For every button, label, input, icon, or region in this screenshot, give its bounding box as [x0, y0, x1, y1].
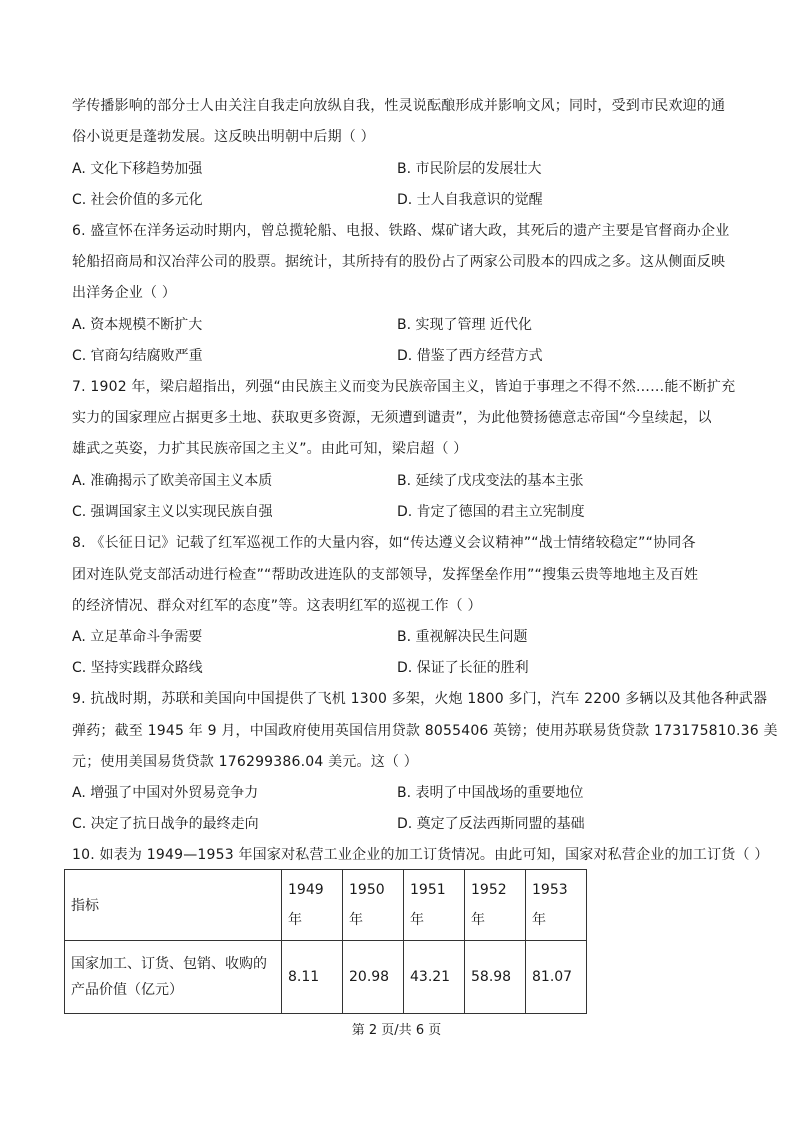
data-table	[64, 869, 587, 1014]
year-unit: 年	[349, 912, 363, 928]
question-8-option-d[interactable]: D. 保证了长征的胜利	[397, 660, 529, 676]
question-5-text-line-2: 俗小说更是蓬勃发展。这反映出明朝中后期（ ）	[72, 129, 375, 145]
question-7-text-line-3: 雄武之英姿，力扩其民族帝国之主义”。由此可知，梁启超（ ）	[72, 441, 468, 457]
year-number: 1950	[349, 882, 385, 898]
table-header-label: 指标	[65, 870, 282, 941]
table-cell-1952: 58.98	[465, 941, 526, 1014]
question-8-option-a[interactable]: A. 立足革命斗争需要	[72, 629, 203, 645]
question-7-option-b[interactable]: B. 延续了戊戌变法的基本主张	[397, 473, 584, 489]
table-row	[65, 941, 587, 1014]
year-unit: 年	[410, 912, 424, 928]
question-7-text-line-2: 实力的国家理应占据更多土地、获取更多资源，无须遭到谴责”，为此他赞扬德意志帝国“今皇续起，以	[72, 410, 712, 426]
question-9-option-b[interactable]: B. 表明了中国战场的重要地位	[397, 785, 584, 801]
question-6-text-line-3: 出洋务企业（ ）	[72, 285, 177, 301]
question-7-option-c[interactable]: C. 强调国家主义以实现民族自强	[72, 504, 273, 520]
question-5-option-c[interactable]: C. 社会价值的多元化	[72, 192, 203, 208]
question-5-text-line-1: 学传播影响的部分士人由关注自我走向放纵自我，性灵说酝酿形成并影响文风；同时，受到市民欢迎的通	[72, 98, 726, 114]
question-6-option-c[interactable]: C. 官商勾结腐败严重	[72, 348, 203, 364]
table-year-1949	[282, 870, 343, 941]
table-year-1951	[404, 870, 465, 941]
question-6-option-a[interactable]: A. 资本规模不断扩大	[72, 317, 203, 333]
table-cell-1953: 81.07	[526, 941, 587, 1014]
question-8-text-line-1: 8. 《长征日记》记载了红军巡视工作的大量内容，如“传达遵义会议精神”“战士情绪较稳定”“协同各	[72, 535, 696, 551]
question-9-text-line-2: 弹药；截至 1945 年 9 月，中国政府使用英国信用贷款 8055406 英镑；使用苏联易货贷款 173175810.36 美	[72, 723, 778, 739]
year-unit: 年	[288, 912, 302, 928]
question-6-text-line-2: 轮船招商局和汉冶萍公司的股票。据统计，其所持有的股份占了两家公司股本的四成之多。这从侧面反映	[72, 254, 726, 270]
question-7-text-line-1: 7. 1902 年，梁启超指出，列强“由民族主义而变为民族帝国主义，皆迫于事理之不得不然……能不断扩充	[72, 379, 736, 395]
row-label-line-1: 国家加工、订货、包销、收购的	[71, 956, 267, 972]
table-header-row	[65, 870, 587, 941]
question-8-text-line-3: 的经济情况、群众对红军的态度”等。这表明红军的巡视工作（ ）	[72, 598, 482, 614]
question-5-option-d[interactable]: D. 士人自我意识的觉醒	[397, 192, 543, 208]
row-label-line-2: 产品价值（亿元）	[71, 982, 183, 998]
year-unit: 年	[532, 912, 546, 928]
table-year-1952	[465, 870, 526, 941]
table-cell-1949: 8.11	[282, 941, 343, 1014]
question-8-option-b[interactable]: B. 重视解决民生问题	[397, 629, 528, 645]
year-number: 1951	[410, 882, 446, 898]
year-number: 1952	[471, 882, 507, 898]
page-footer: 第 2 页/共 6 页	[351, 1023, 442, 1038]
question-6-text-line-1: 6. 盛宣怀在洋务运动时期内，曾总揽轮船、电报、铁路、煤矿诸大政，其死后的遗产主要是官督商办企业	[72, 223, 730, 239]
question-7-option-a[interactable]: A. 准确揭示了欧美帝国主义本质	[72, 473, 273, 489]
question-7-option-d[interactable]: D. 肯定了德国的君主立宪制度	[397, 504, 585, 520]
table-cell-1950: 20.98	[343, 941, 404, 1014]
question-6-option-d[interactable]: D. 借鉴了西方经营方式	[397, 348, 543, 364]
question-9-option-a[interactable]: A. 增强了中国对外贸易竞争力	[72, 785, 259, 801]
table-cell-1951: 43.21	[404, 941, 465, 1014]
question-9-text-line-3: 元；使用美国易货贷款 176299386.04 美元。这（ ）	[72, 754, 418, 770]
year-unit: 年	[471, 912, 485, 928]
question-6-option-b[interactable]: B. 实现了管理 近代化	[397, 317, 532, 333]
question-10-text-line-1: 10. 如表为 1949—1953 年国家对私营工业企业的加工订货情况。由此可知，国家对私营企业的加工订货（ ）	[72, 847, 769, 863]
question-5-option-a[interactable]: A. 文化下移趋势加强	[72, 161, 203, 177]
table-year-1953	[526, 870, 587, 941]
question-9-text-line-1: 9. 抗战时期，苏联和美国向中国提供了飞机 1300 多架，火炮 1800 多门，汽车 2200 多辆以及其他各种武器	[72, 691, 768, 707]
question-9-option-d[interactable]: D. 奠定了反法西斯同盟的基础	[397, 816, 585, 832]
question-8-option-c[interactable]: C. 坚持实践群众路线	[72, 660, 203, 676]
question-5-option-b[interactable]: B. 市民阶层的发展壮大	[397, 161, 542, 177]
question-9-option-c[interactable]: C. 决定了抗日战争的最终走向	[72, 816, 259, 832]
year-number: 1953	[532, 882, 568, 898]
table-year-1950	[343, 870, 404, 941]
question-8-text-line-2: 团对连队党支部活动进行检查”“帮助改进连队的支部领导，发挥堡垒作用”“搜集云贵等地地主及百姓	[72, 567, 699, 583]
table-row-label	[65, 941, 282, 1014]
year-number: 1949	[288, 882, 324, 898]
